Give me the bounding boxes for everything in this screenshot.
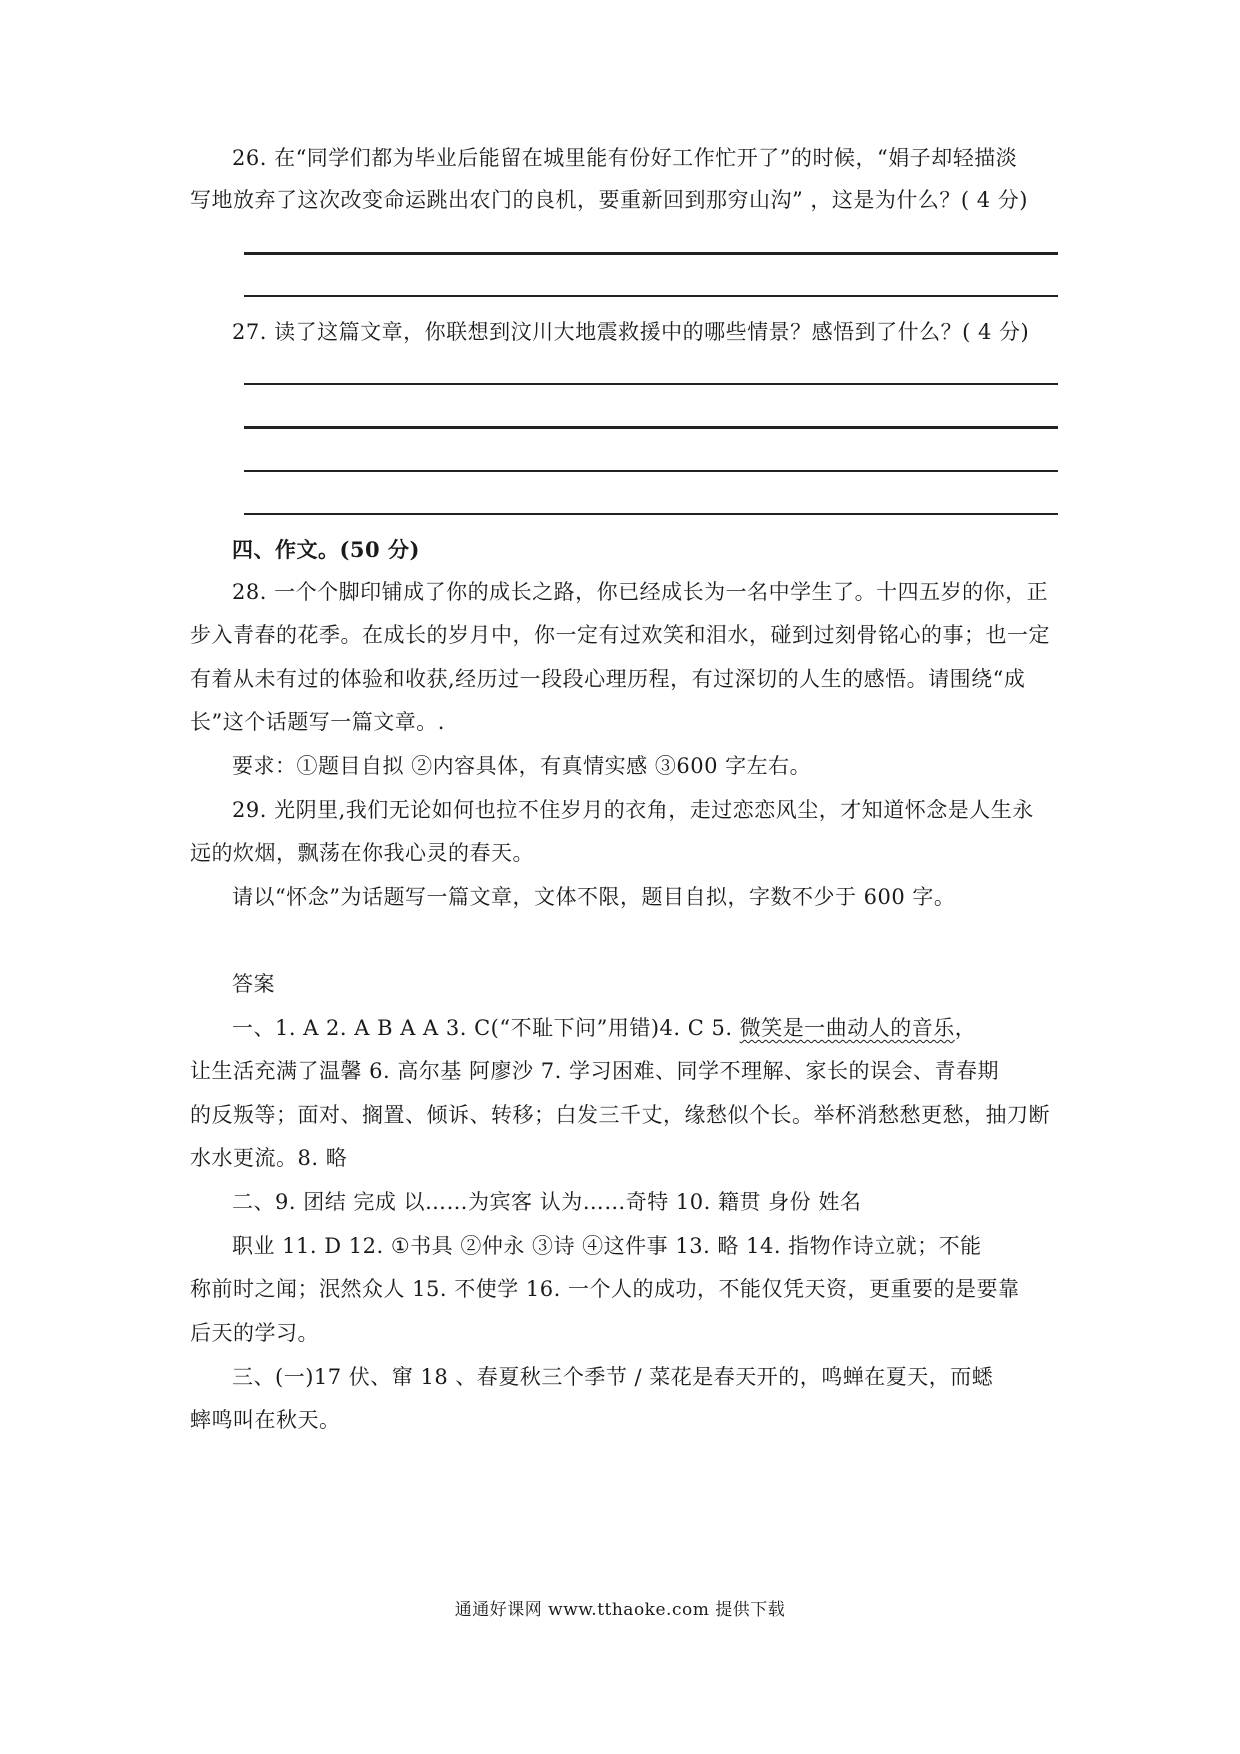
q29-line-1: 29. 光阴里,我们无论如何也拉不住岁月的衣角，走过恋恋风尘，才知道怀念是人生永 (232, 798, 1034, 822)
answer-line (244, 513, 1058, 515)
q27-line-1: 27. 读了这篇文章，你联想到汶川大地震救援中的哪些情景？感悟到了什么？( 4 分) (232, 320, 1030, 344)
answers-sec3-line-2: 蟀鸣叫在秋天。 (190, 1408, 341, 1432)
answers-sec2-line-1: 二、9. 团结 完成 以……为宾客 认为……奇特 10. 籍贯 身份 姓名 (232, 1190, 862, 1214)
answers-heading: 答案 (232, 972, 275, 996)
q26-line-1: 26. 在“同学们都为毕业后能留在城里能有份好工作忙开了”的时候，“娟子却轻描淡 (232, 146, 1018, 170)
answers-sec1-line-1 (232, 1013, 1060, 1043)
answers-sec1-text: 一、1. A 2. A B A A 3. C(“不耻下问”用错)4. C 5. (232, 1016, 740, 1040)
q28-line-1: 28. 一个个脚印铺成了你的成长之路，你已经成长为一名中学生了。十四五岁的你，正 (232, 580, 1049, 604)
q28-line-2: 步入青春的花季。在成长的岁月中，你一定有过欢笑和泪水，碰到过刻骨铭心的事；也一定 (190, 623, 1050, 647)
answers-sec2-line-2: 职业 11. D 12. ①书具 ②仲永 ③诗 ④这件事 13. 略 14. 指物作诗立就；不能 (232, 1234, 982, 1258)
q26-line-2: 写地放弃了这次改变命运跳出农门的良机，要重新回到那穷山沟” ，这是为什么？( 4 分) (190, 188, 1029, 212)
page-footer: 通通好课网 www.tthaoke.com 提供下载 (454, 1600, 786, 1620)
answers-sec2-line-4: 后天的学习。 (190, 1321, 319, 1345)
answer-line (244, 295, 1058, 297)
q28-requirements: 要求：①题目自拟 ②内容具体，有真情实感 ③600 字左右。 (232, 754, 812, 778)
answers-sec1-punct: ， (954, 1016, 977, 1040)
q28-line-3: 有着从未有过的体验和收获,经历过一段段心理历程，有过深切的人生的感悟。请围绕“成 (190, 667, 1026, 691)
q29-requirements: 请以“怀念”为话题写一篇文章，文体不限，题目自拟，字数不少于 600 字。 (232, 885, 956, 909)
answers-sec3-line-1: 三、(一)17 伏、窜 18 、春夏秋三个季节 / 菜花是春天开的，鸣蝉在夏天，而蟋 (232, 1365, 994, 1389)
wavy-underlined-answer: 微笑是一曲动人的音乐 (739, 1016, 955, 1040)
answers-sec1-line-4: 水水更流。8. 略 (190, 1146, 348, 1170)
answer-line (244, 252, 1058, 255)
answers-sec2-line-3: 称前时之闻；泯然众人 15. 不使学 16. 一个人的成功，不能仅凭天资，更重要的是要靠 (190, 1277, 1020, 1301)
answer-line (244, 470, 1058, 472)
answers-sec1-line-2: 让生活充满了温馨 6. 高尔基 阿廖沙 7. 学习困难、同学不理解、家长的误会、青春期 (190, 1059, 999, 1083)
answers-sec1-line-3: 的反叛等；面对、搁置、倾诉、转移；白发三千丈，缘愁似个长。举杯消愁愁更愁，抽刀断 (190, 1103, 1050, 1127)
q28-line-4: 长”这个话题写一篇文章。. (190, 710, 445, 734)
answer-line (244, 383, 1058, 385)
answer-line (244, 426, 1058, 429)
q29-line-2: 远的炊烟，飘荡在你我心灵的春天。 (190, 841, 534, 865)
composition-heading: 四、作文。(50 分) (232, 537, 420, 562)
